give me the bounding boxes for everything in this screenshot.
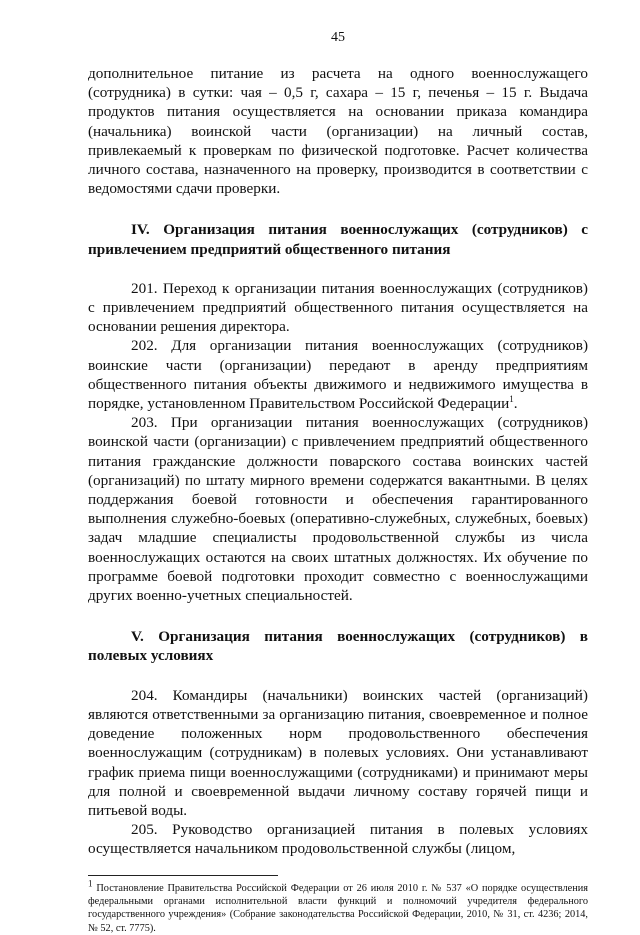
footnote xyxy=(88,878,588,935)
section-iv-heading: IV. Организация питания военнослужащих (сотрудников) с привлечением предприятий общественного питания xyxy=(88,221,588,258)
paragraph-205: 205. Руководство организацией питания в полевых условиях осуществляется начальником продовольственной службы (лицом, xyxy=(88,821,588,858)
footnote-text: Постановление Правительства Российской Федерации от 26 июля 2010 г. № 537 «О порядке осуществления федеральными органами исполнительной власти функций и полномочий учредителя федерального государственного учреждения» (Собрание законодательства Российской Федерации, 2010, № 31, ст. 4236; 2014, № 52, ст. 7775). xyxy=(88,882,588,934)
section-v-heading: V. Организация питания военнослужащих (сотрудников) в полевых условиях xyxy=(88,628,588,665)
paragraph-201: 201. Переход к организации питания военнослужащих (сотрудников) с привлечением предприятий общественного питания осуществляется на основании решения директора. xyxy=(88,279,588,336)
paragraph-202-end: . xyxy=(513,395,518,413)
footnote-reference[interactable]: 1 xyxy=(509,393,514,404)
paragraph-202-text: 202. Для организации питания военнослужащих (сотрудников) воинские части (организации) передают в аренду предприятиям общественного питания объекты движимого и недвижимого имущества в порядке, установленном Правительством Российской Федерации xyxy=(88,337,588,413)
paragraph-202 xyxy=(88,336,588,413)
intro-paragraph: дополнительное питание из расчета на одного военнослужащего (сотрудника) в сутки: чая – 0,5 г, сахара – 15 г, печенья – 15 г. Выдача продуктов питания осуществляется на основании приказа командира (начальника) воинской части (организации) на личный состав, привлекаемый к проверкам по физической подготовке. Расчет количества личного состава, назначенного на проверку, производится в соответствии с ведомостями сдачи проверки. xyxy=(88,65,588,198)
paragraph-203: 203. При организации питания военнослужащих (сотрудников) воинской части (организации) с привлечением предприятий общественного питания гражданские должности поварского состава воинских частей (организаций) по штату мирного времени содержатся вакантными. В целях поддержания боевой готовности и обеспечения гарантированного выполнения служебно-боевых (оперативно-служебных, служебных, боевых) задач младшие специалисты продовольственной службы из числа военнослужащих остаются на своих штатных должностях. Их обучение по программе боевой подготовки проходит совместно с военнослужащими других военно-учетных специальностей. xyxy=(88,414,588,605)
page-number: 45 xyxy=(331,30,345,45)
footnote-divider xyxy=(88,875,278,876)
paragraph-204: 204. Командиры (начальники) воинских частей (организаций) являются ответственными за организацию питания, своевременное и полное доведение положенных норм продовольственного обеспечения военнослужащим (сотрудникам) в полевых условиях. Они устанавливают график приема пищи военнослужащими (сотрудниками) и принимают меры для полной и своевременной выдачи личному составу горячей пищи и питьевой воды. xyxy=(88,686,588,819)
footnote-mark: 1 xyxy=(88,878,93,889)
